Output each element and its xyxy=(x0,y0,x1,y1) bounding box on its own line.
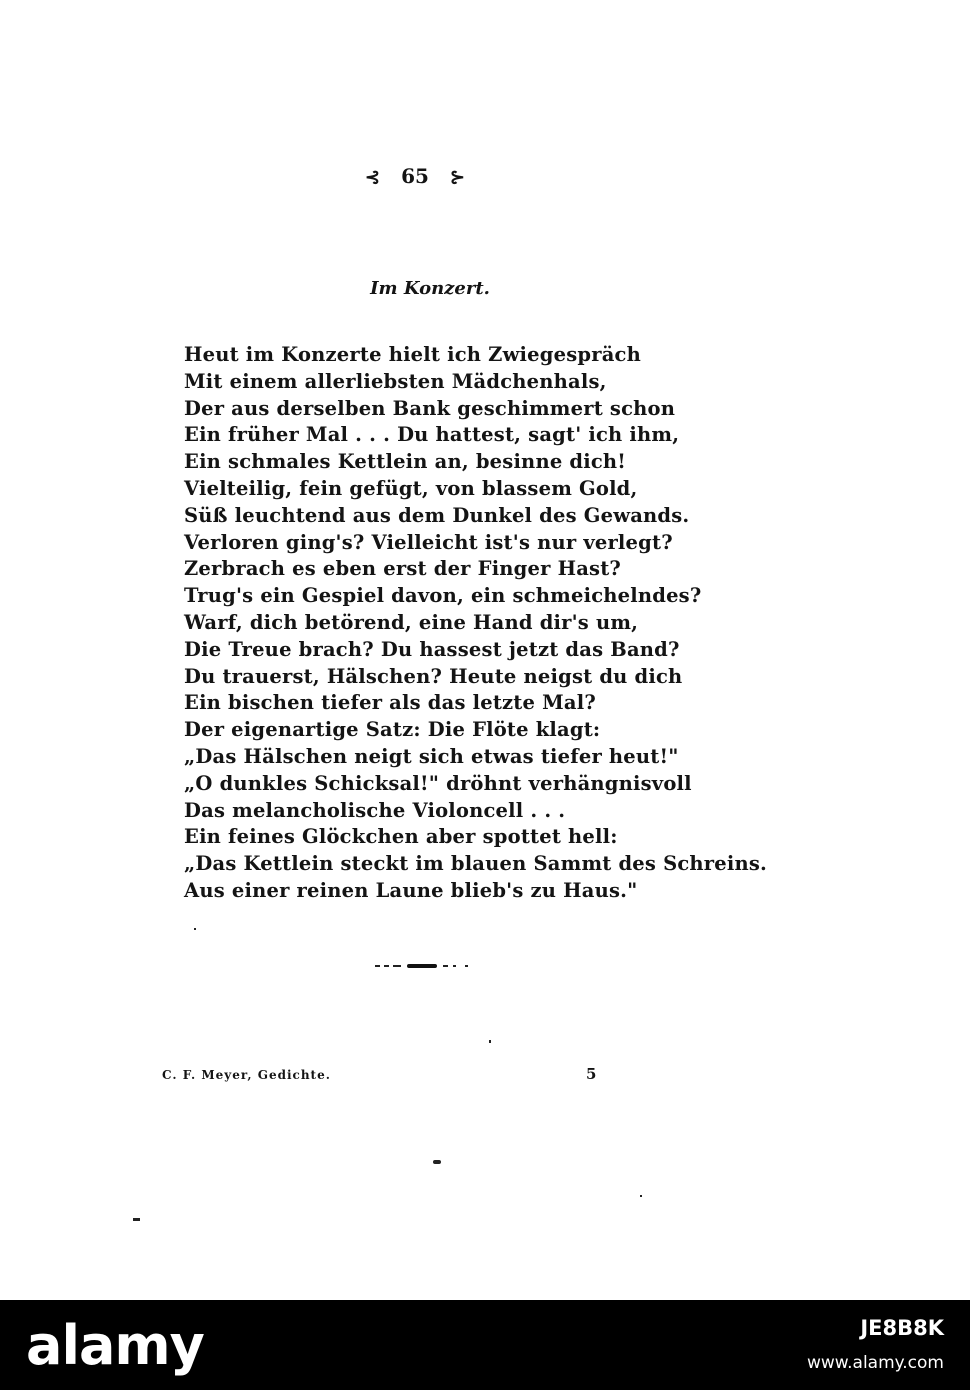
poem-line: „Das Kettlein steckt im blauen Sammt des Schreins. xyxy=(184,852,768,876)
poem-line: Warf, dich betörend, eine Hand dir's um, xyxy=(184,610,639,634)
page-number: 65 xyxy=(401,164,429,188)
poem-line: Trug's ein Gespiel davon, ein schmeichelndes? xyxy=(184,584,702,608)
print-speck xyxy=(194,928,196,930)
ornament-left-icon: ⊰ xyxy=(365,167,381,188)
poem-line: Heut im Konzerte hielt ich Zwiegespräch xyxy=(184,343,641,366)
poem-line: Ein bischen tiefer als das letzte Mal? xyxy=(184,691,596,715)
poem-line: Ein schmales Kettlein an, besinne dich! xyxy=(184,450,627,474)
section-divider-ornament xyxy=(375,963,471,969)
poem-title: Im Konzert. xyxy=(370,278,490,299)
poem-line: „Das Hälschen neigt sich etwas tiefer heut!" xyxy=(184,744,679,768)
poem-line: Verloren ging's? Vielleicht ist's nur verlegt? xyxy=(184,530,673,554)
watermark-url: www.alamy.com xyxy=(806,1353,944,1373)
poem-line: Süß leuchtend aus dem Dunkel des Gewands. xyxy=(184,503,690,527)
page-number-header xyxy=(0,164,830,188)
watermark-banner xyxy=(0,1300,970,1390)
print-speck xyxy=(640,1195,642,1197)
poem-line: Vielteilig, fein gefügt, von blassem Gold, xyxy=(184,476,638,500)
poem-body xyxy=(184,342,768,905)
poem-line: Ein früher Mal . . . Du hattest, sagt' ich ihm, xyxy=(184,423,680,447)
print-speck xyxy=(433,1160,441,1164)
poem-line: Ein feines Glöckchen aber spottet hell: xyxy=(184,825,618,849)
poem-line: „O dunkles Schicksal!" dröhnt verhängnisvoll xyxy=(184,771,692,795)
poem-line: Das melancholische Violoncell . . . xyxy=(184,798,566,822)
poem-line: Mit einem allerliebsten Mädchenhals, xyxy=(184,369,607,393)
poem-line: Der aus derselben Bank geschimmert schon xyxy=(184,396,676,420)
print-speck xyxy=(489,1040,491,1043)
image-id: JE8B8K xyxy=(860,1316,944,1340)
poem-line: Die Treue brach? Du hassest jetzt das Band? xyxy=(184,637,680,661)
footer-author: C. F. Meyer, Gedichte. xyxy=(162,1068,331,1082)
poem-line: Zerbrach es eben erst der Finger Hast? xyxy=(184,557,622,581)
footer-signature: 5 xyxy=(586,1065,597,1083)
poem-line: Du trauerst, Hälschen? Heute neigst du dich xyxy=(184,664,683,688)
ornament-right-icon: ⊱ xyxy=(449,167,465,188)
print-speck xyxy=(133,1218,140,1221)
poem-line: Aus einer reinen Laune blieb's zu Haus." xyxy=(184,878,638,902)
poem-line: Der eigenartige Satz: Die Flöte klagt: xyxy=(184,718,601,742)
alamy-logo: alamy xyxy=(26,1314,204,1377)
